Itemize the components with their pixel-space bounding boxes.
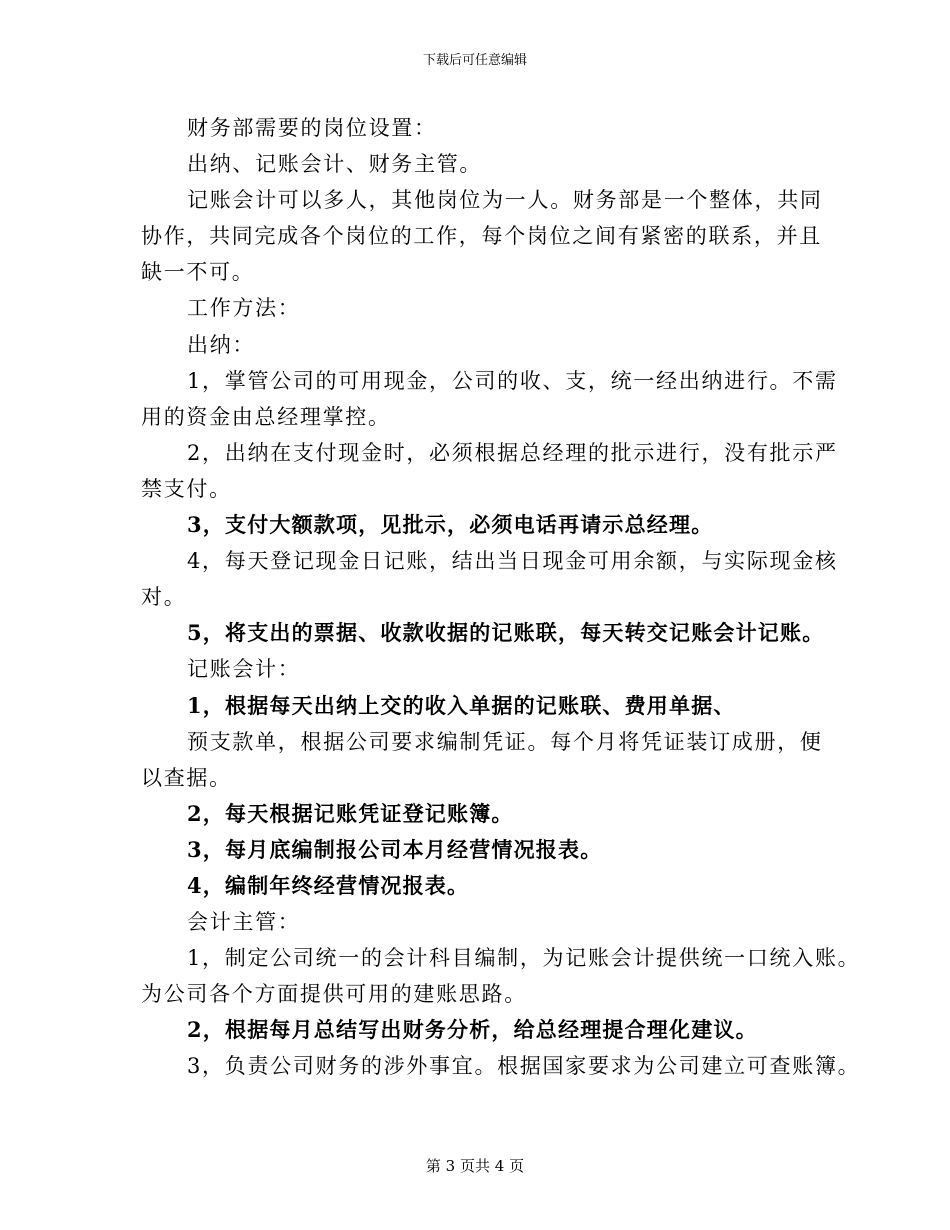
paragraph-line: 协作，共同完成各个岗位的工作，每个岗位之间有紧密的联系，并且 <box>141 224 822 249</box>
page-number-footer: 第 3 页共 4 页 <box>425 1157 525 1175</box>
paragraph-line: 3，支付大额款项，见批示，必须电话再请示总经理。 <box>187 512 714 538</box>
paragraph-line: 记账会计： <box>187 657 301 682</box>
paragraph <box>141 832 841 868</box>
paragraph <box>141 615 841 651</box>
paragraph-line: 1，掌管公司的可用现金，公司的收、支，统一经出纳进行。不需 <box>187 368 838 393</box>
paragraph-line: 记账会计可以多人，其他岗位为一人。财务部是一个整体，共同 <box>187 188 823 213</box>
paragraph <box>141 110 841 146</box>
paragraph <box>141 796 841 832</box>
paragraph-line: 2，出纳在支付现金时，必须根据总经理的批示进行，没有批示严 <box>187 440 838 465</box>
paragraph-line: 出纳： <box>187 332 256 357</box>
paragraph-line: 缺一不可。 <box>141 260 255 285</box>
paragraph-line: 用的资金由总经理掌控。 <box>141 404 391 429</box>
paragraph-line: 3，负责公司财务的涉外事宜。根据国家要求为公司建立可查账簿。 <box>187 1054 861 1079</box>
paragraph <box>141 543 841 615</box>
paragraph <box>141 435 841 507</box>
paragraph-line: 2，根据每月总结写出财务分析，给总经理提合理化建议。 <box>187 1017 758 1043</box>
paragraph-line: 为公司各个方面提供可用的建账思路。 <box>141 982 527 1007</box>
paragraph <box>141 724 841 796</box>
paragraph <box>141 146 841 182</box>
paragraph <box>141 1012 841 1048</box>
paragraph <box>141 1048 861 1084</box>
paragraph-line: 禁支付。 <box>141 476 232 501</box>
paragraph-line: 预支款单，根据公司要求编制凭证。每个月将凭证装订成册，便 <box>187 729 823 754</box>
paragraph <box>141 290 841 326</box>
paragraph-line: 工作方法： <box>187 296 301 321</box>
paragraph-line: 1，制定公司统一的会计科目编制，为记账会计提供统一口统入账。 <box>187 946 861 971</box>
paragraph-line: 4，每天登记现金日记账，结出当日现金可用余额，与实际现金核 <box>187 549 838 574</box>
paragraph-line: 对。 <box>141 585 187 610</box>
paragraph-line: 2，每天根据记账凭证登记账簿。 <box>187 800 514 826</box>
paragraph <box>141 363 841 435</box>
paragraph-line: 会计主管： <box>187 910 301 935</box>
paragraph-line: 3，每月底编制报公司本月经营情况报表。 <box>187 836 603 862</box>
paragraph <box>141 182 841 290</box>
paragraph-line: 以查据。 <box>141 765 232 790</box>
paragraph-line: 出纳、记账会计、财务主管。 <box>187 152 483 177</box>
paragraph-line: 4，编制年终经营情况报表。 <box>187 872 470 898</box>
paragraph <box>141 507 841 543</box>
document-body <box>141 110 861 1085</box>
paragraph <box>141 688 841 724</box>
paragraph-line: 财务部需要的岗位设置： <box>187 116 437 140</box>
paragraph-line: 1，根据每天出纳上交的收入单据的记账联、费用单据、 <box>187 692 736 718</box>
paragraph <box>141 904 841 940</box>
paragraph-line: 5，将支出的票据、收款收据的记账联，每天转交记账会计记账。 <box>187 620 825 646</box>
paragraph <box>141 327 841 363</box>
paragraph <box>141 940 861 1012</box>
page-header: 下载后可任意编辑 <box>422 53 527 68</box>
paragraph <box>141 651 841 687</box>
paragraph <box>141 868 841 904</box>
